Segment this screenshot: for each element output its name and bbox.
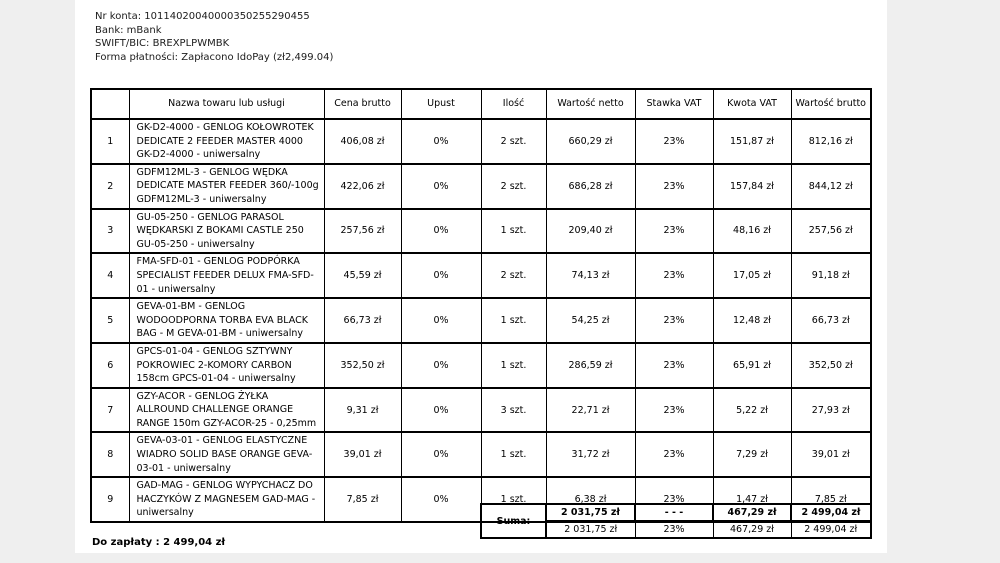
kwota-vat: 5,22 zł [713, 388, 791, 433]
product-name: GDFM12ML-3 - GENLOG WĘDKA DEDICATE MASTER FEEDER 360/-100g GDFM12ML-3 - uniwersalny [129, 164, 324, 209]
summary-total-kwota: 467,29 zł [713, 504, 791, 521]
wartosc-netto: 31,72 zł [546, 432, 635, 477]
product-name: GK-D2-4000 - GENLOG KOŁOWROTEK DEDICATE 2 FEEDER MASTER 4000 GK-D2-4000 - uniwersalny [129, 119, 324, 164]
payment-info-block [95, 10, 333, 64]
wartosc-netto: 54,25 zł [546, 298, 635, 343]
column-header-3: Upust [401, 89, 481, 119]
header-row [91, 89, 871, 119]
table-row [91, 209, 871, 254]
summary-vat-netto: 2 031,75 zł [546, 521, 635, 538]
row-number: 9 [91, 477, 129, 522]
cena-brutto: 406,08 zł [324, 119, 401, 164]
ilosc: 2 szt. [481, 119, 546, 164]
table-row [91, 432, 871, 477]
wartosc-netto: 286,59 zł [546, 343, 635, 388]
wartosc-netto: 209,40 zł [546, 209, 635, 254]
stawka-vat: 23% [635, 119, 713, 164]
wartosc-netto: 660,29 zł [546, 119, 635, 164]
wartosc-brutto: 66,73 zł [791, 298, 871, 343]
wartosc-brutto: 7,85 zł [791, 477, 871, 522]
table-row [91, 298, 871, 343]
kwota-vat: 7,29 zł [713, 432, 791, 477]
kwota-vat: 12,48 zł [713, 298, 791, 343]
ilosc: 1 szt. [481, 209, 546, 254]
swift-bic-line: SWIFT/BIC: BREXPLPWMBK [95, 38, 230, 49]
summary-vat-stawka: 23% [635, 521, 713, 538]
summary-total-stawka: - - - [635, 504, 713, 521]
row-number: 8 [91, 432, 129, 477]
kwota-vat: 1,47 zł [713, 477, 791, 522]
product-name: GEVA-03-01 - GENLOG ELASTYCZNE WIADRO SOLID BASE ORANGE GEVA-03-01 - uniwersalny [129, 432, 324, 477]
column-header-6: Stawka VAT [635, 89, 713, 119]
summary-total-brutto: 2 499,04 zł [791, 504, 871, 521]
upust: 0% [401, 119, 481, 164]
wartosc-brutto: 91,18 zł [791, 253, 871, 298]
upust: 0% [401, 164, 481, 209]
upust: 0% [401, 209, 481, 254]
row-number: 4 [91, 253, 129, 298]
summary-label: Suma: [481, 504, 546, 538]
table-row [91, 343, 871, 388]
table-row [91, 164, 871, 209]
ilosc: 1 szt. [481, 432, 546, 477]
product-name: FMA-SFD-01 - GENLOG PODPÓRKA SPECIALIST FEEDER DELUX FMA-SFD-01 - uniwersalny [129, 253, 324, 298]
product-name: GZY-ACOR - GENLOG ŻYŁKA ALLROUND CHALLENGE ORANGE RANGE 150m GZY-ACOR-25 - 0,25mm [129, 388, 324, 433]
cena-brutto: 45,59 zł [324, 253, 401, 298]
stawka-vat: 23% [635, 253, 713, 298]
amount-due: Do zapłaty : 2 499,04 zł [92, 537, 226, 548]
stawka-vat: 23% [635, 343, 713, 388]
upust: 0% [401, 432, 481, 477]
wartosc-brutto: 844,12 zł [791, 164, 871, 209]
account-number-line: Nr konta: 10114020040000350255290455 [95, 11, 310, 22]
stawka-vat: 23% [635, 164, 713, 209]
upust: 0% [401, 388, 481, 433]
stawka-vat: 23% [635, 388, 713, 433]
cena-brutto: 352,50 zł [324, 343, 401, 388]
ilosc: 2 szt. [481, 253, 546, 298]
column-header-5: Wartość netto [546, 89, 635, 119]
invoice-table-body [91, 119, 871, 522]
upust: 0% [401, 253, 481, 298]
wartosc-brutto: 352,50 zł [791, 343, 871, 388]
kwota-vat: 48,16 zł [713, 209, 791, 254]
row-number: 5 [91, 298, 129, 343]
summary-vat-brutto: 2 499,04 zł [791, 521, 871, 538]
table-row [91, 119, 871, 164]
kwota-vat: 151,87 zł [713, 119, 791, 164]
bank-name-line: Bank: mBank [95, 24, 162, 36]
cena-brutto: 7,85 zł [324, 477, 401, 522]
wartosc-netto: 74,13 zł [546, 253, 635, 298]
cena-brutto: 257,56 zł [324, 209, 401, 254]
wartosc-netto: 686,28 zł [546, 164, 635, 209]
wartosc-brutto: 39,01 zł [791, 432, 871, 477]
kwota-vat: 17,05 zł [713, 253, 791, 298]
stawka-vat: 23% [635, 477, 713, 522]
summary-vat-kwota: 467,29 zł [713, 521, 791, 538]
row-number: 3 [91, 209, 129, 254]
column-header-2: Cena brutto [324, 89, 401, 119]
invoice-table-header [91, 89, 871, 119]
product-name: GAD-MAG - GENLOG WYPYCHACZ DO HACZYKÓW Z MAGNESEM GAD-MAG - uniwersalny [129, 477, 324, 522]
row-number: 7 [91, 388, 129, 433]
upust: 0% [401, 477, 481, 522]
ilosc: 2 szt. [481, 164, 546, 209]
row-number: 6 [91, 343, 129, 388]
product-name: GU-05-250 - GENLOG PARASOL WĘDKARSKI Z BOKAMI CASTLE 250 GU-05-250 - uniwersalny [129, 209, 324, 254]
row-number: 1 [91, 119, 129, 164]
summary-total-row [481, 504, 871, 521]
row-number: 2 [91, 164, 129, 209]
kwota-vat: 157,84 zł [713, 164, 791, 209]
cena-brutto: 422,06 zł [324, 164, 401, 209]
stawka-vat: 23% [635, 432, 713, 477]
column-header-7: Kwota VAT [713, 89, 791, 119]
ilosc: 1 szt. [481, 298, 546, 343]
cena-brutto: 39,01 zł [324, 432, 401, 477]
product-name: GEVA-01-BM - GENLOG WODOODPORNA TORBA EVA BLACK BAG - M GEVA-01-BM - uniwersalny [129, 298, 324, 343]
column-header-0 [91, 89, 129, 119]
wartosc-brutto: 257,56 zł [791, 209, 871, 254]
table-row [91, 253, 871, 298]
column-header-1: Nazwa towaru lub usługi [129, 89, 324, 119]
table-row [91, 388, 871, 433]
wartosc-brutto: 812,16 zł [791, 119, 871, 164]
ilosc: 1 szt. [481, 343, 546, 388]
cena-brutto: 66,73 zł [324, 298, 401, 343]
cena-brutto: 9,31 zł [324, 388, 401, 433]
column-header-4: Ilość [481, 89, 546, 119]
invoice-page [75, 0, 887, 553]
stawka-vat: 23% [635, 298, 713, 343]
ilosc: 3 szt. [481, 388, 546, 433]
upust: 0% [401, 343, 481, 388]
upust: 0% [401, 298, 481, 343]
payment-method-line: Forma płatności: Zapłacono IdoPay (zł2,499.04) [95, 51, 334, 63]
product-name: GPCS-01-04 - GENLOG SZTYWNY POKROWIEC 2-KOMORY CARBON 158cm GPCS-01-04 - uniwersalny [129, 343, 324, 388]
wartosc-netto: 6,38 zł [546, 477, 635, 522]
wartosc-netto: 22,71 zł [546, 388, 635, 433]
summary-total-netto: 2 031,75 zł [546, 504, 635, 521]
stawka-vat: 23% [635, 209, 713, 254]
wartosc-brutto: 27,93 zł [791, 388, 871, 433]
invoice-items-table [90, 88, 872, 523]
column-header-8: Wartość brutto [791, 89, 871, 119]
kwota-vat: 65,91 zł [713, 343, 791, 388]
summary-table [480, 503, 872, 539]
ilosc: 1 szt. [481, 477, 546, 522]
